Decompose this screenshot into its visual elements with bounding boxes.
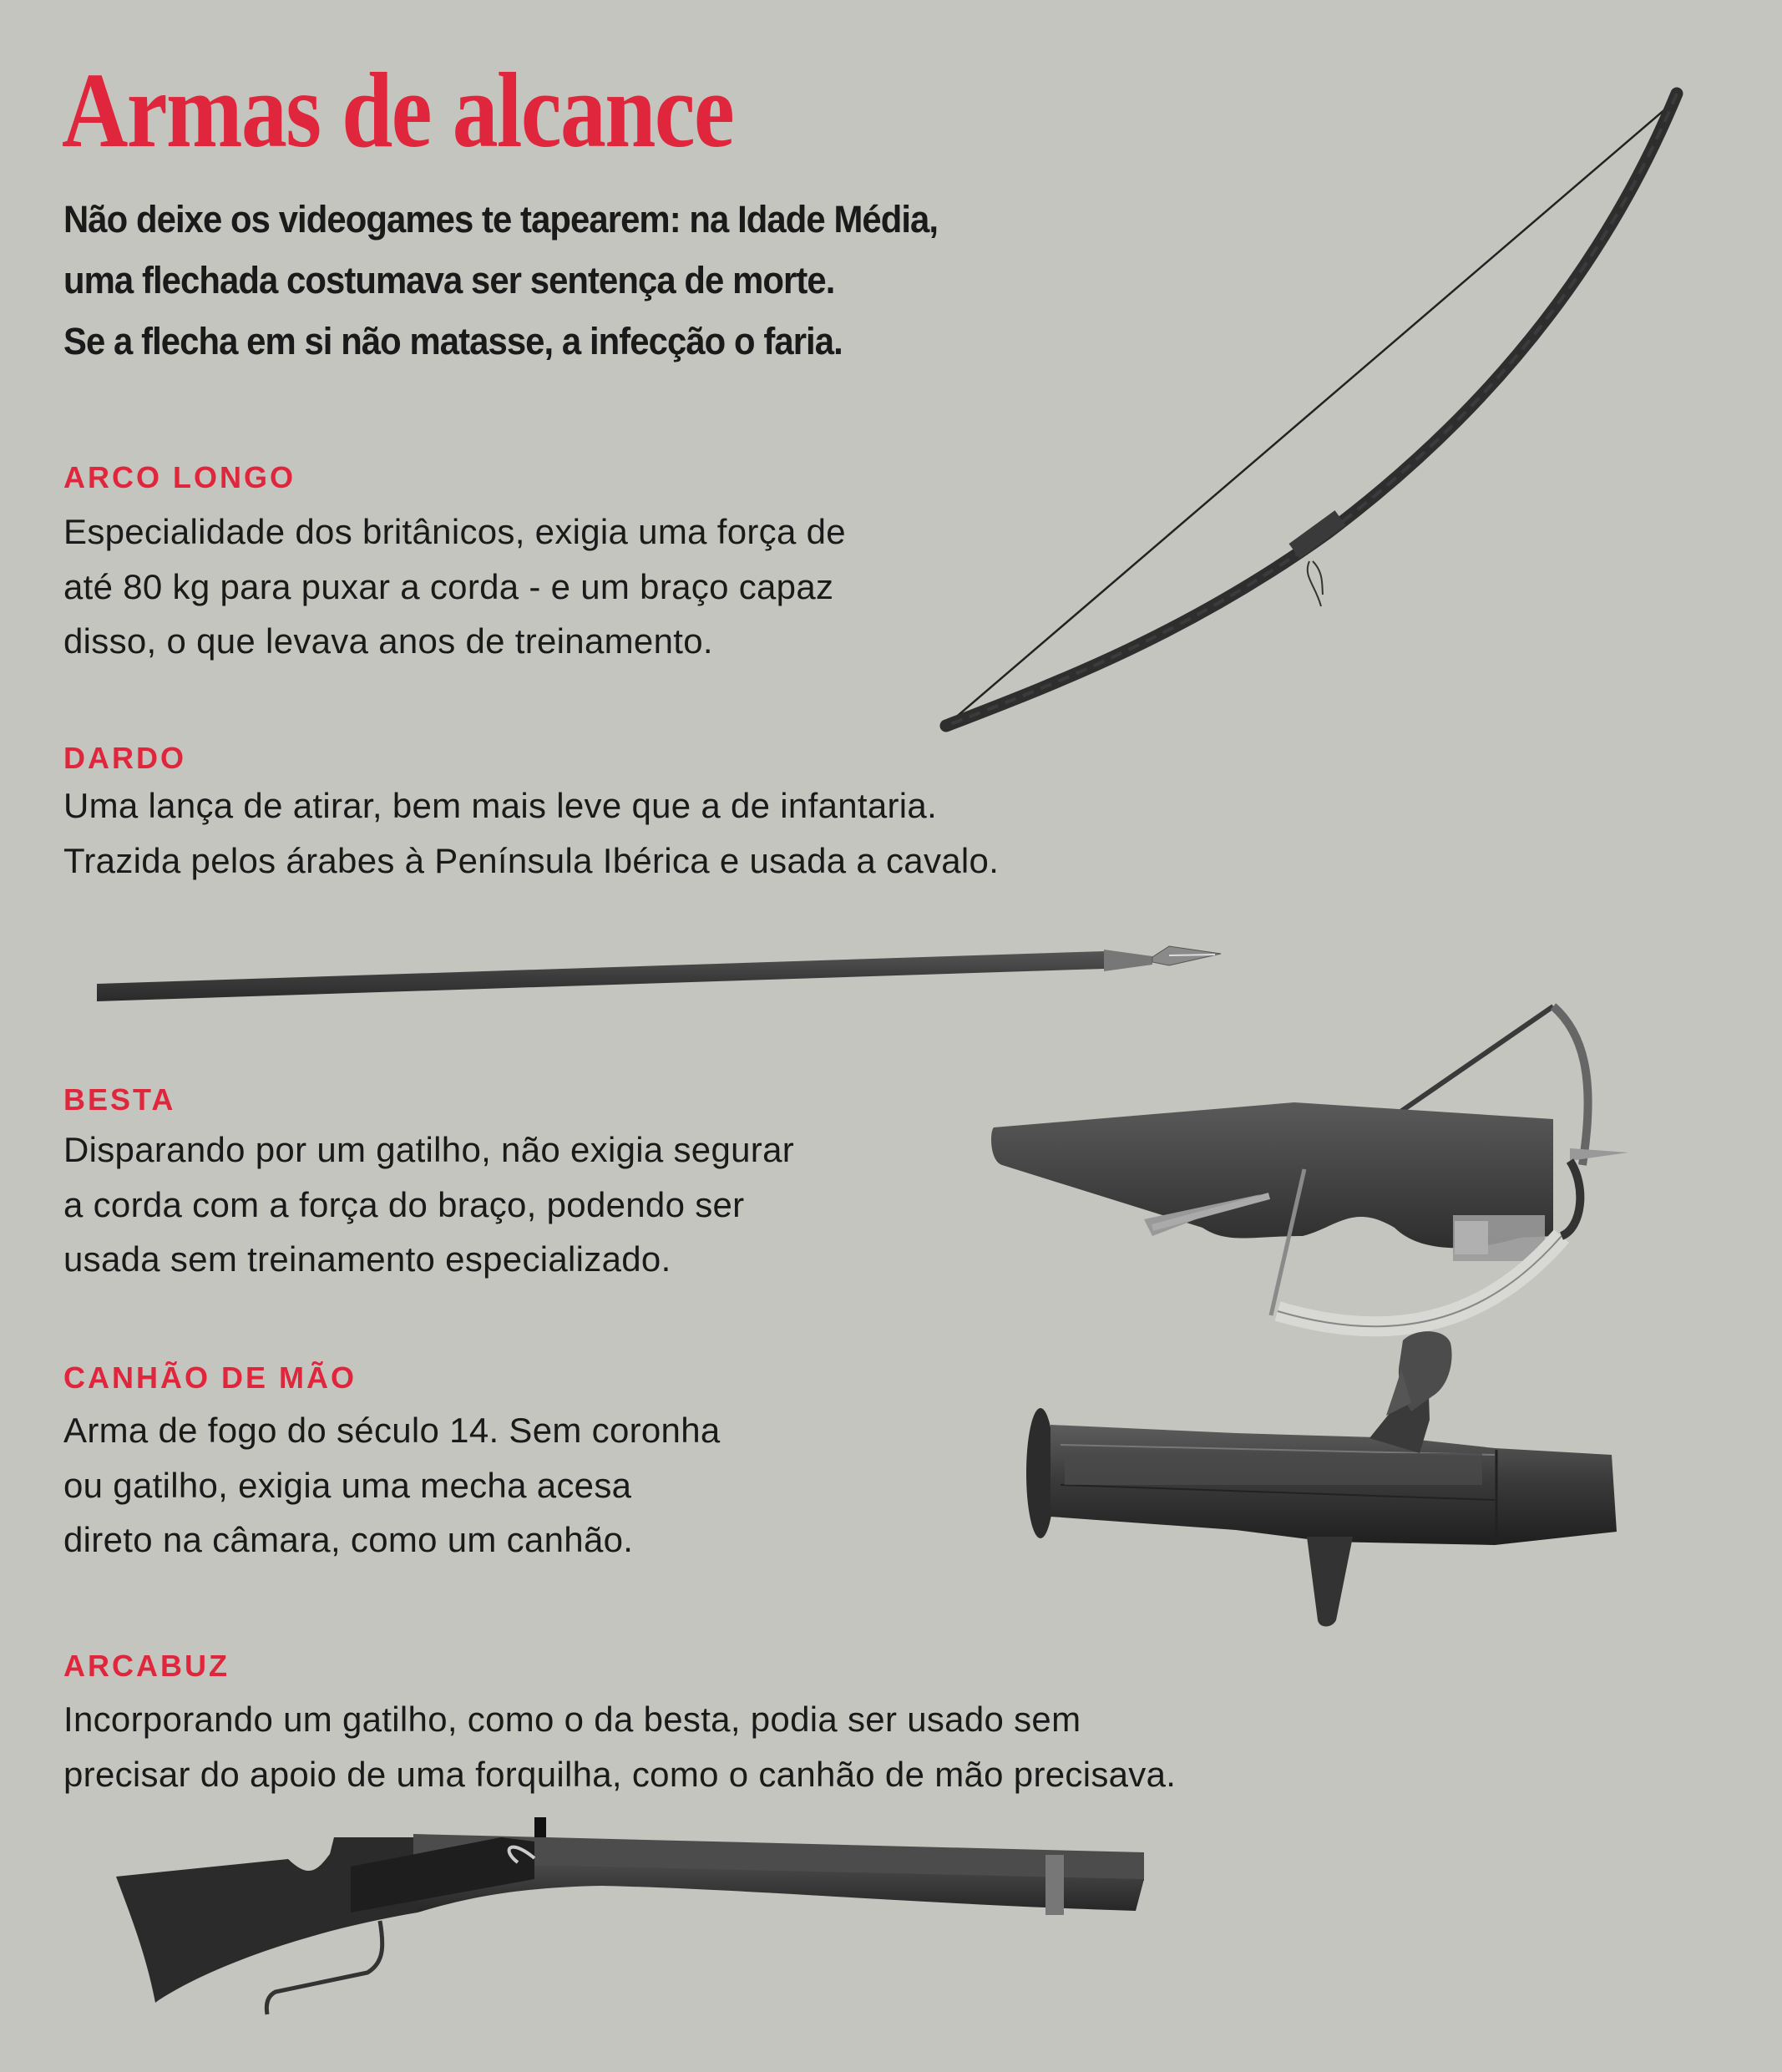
body-line: ou gatilho, exigia uma mecha acesa bbox=[63, 1465, 632, 1505]
section-label-besta: BESTA bbox=[63, 1082, 176, 1117]
body-line: a corda com a força do braço, podendo ser bbox=[63, 1184, 745, 1224]
body-line: Trazida pelos árabes à Península Ibérica e usada a cavalo. bbox=[63, 840, 1000, 880]
body-line: usada sem treinamento especializado. bbox=[63, 1239, 671, 1279]
section-label-arco-longo: ARCO LONGO bbox=[63, 460, 296, 494]
body-line: Incorporando um gatilho, como o da besta, podia ser usado sem bbox=[63, 1700, 1081, 1739]
intro-line: Se a flecha em si não matasse, a infecção o faria. bbox=[63, 320, 843, 362]
body-line: Disparando por um gatilho, não exigia segurar bbox=[63, 1130, 795, 1169]
body-line: precisar do apoio de uma forquilha, como o canhão de mão precisava. bbox=[63, 1754, 1177, 1794]
body-line: Arma de fogo do século 14. Sem coronha bbox=[63, 1411, 721, 1450]
body-line: disso, o que levava anos de treinamento. bbox=[63, 621, 713, 661]
body-line: direto na câmara, como um canhão. bbox=[63, 1520, 634, 1559]
page-title: Armas de alcance bbox=[62, 51, 733, 170]
body-line: até 80 kg para puxar a corda - e um braço capaz bbox=[63, 566, 834, 606]
section-label-arcabuz: ARCABUZ bbox=[63, 1649, 230, 1683]
intro-line: uma flechada costumava ser sentença de morte. bbox=[63, 259, 835, 301]
body-line: Especialidade dos britânicos, exigia uma força de bbox=[63, 512, 846, 551]
section-label-canhao-de-mao: CANHÃO DE MÃO bbox=[63, 1360, 357, 1395]
section-label-dardo: DARDO bbox=[63, 741, 186, 775]
intro-line: Não deixe os videogames te tapearem: na Idade Média, bbox=[63, 198, 939, 241]
body-line: Uma lança de atirar, bem mais leve que a de infantaria. bbox=[63, 786, 938, 825]
